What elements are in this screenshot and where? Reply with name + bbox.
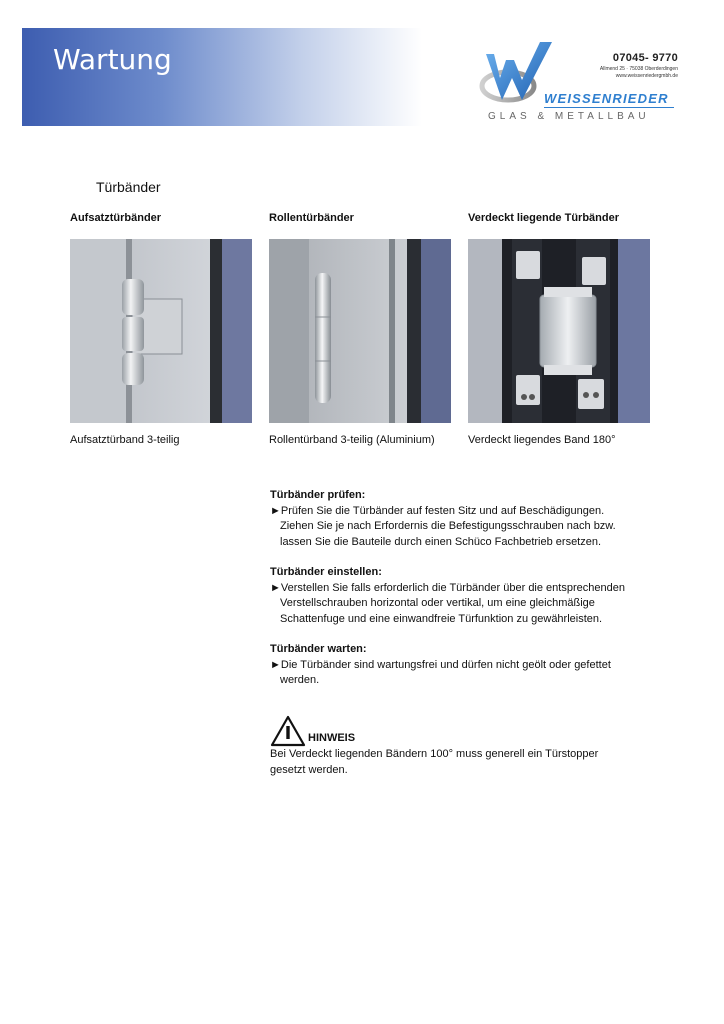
warning-triangle-icon [270, 715, 306, 747]
instruction-line: Schattenfuge und eine einwandfreie Türfunktion zu gewährleisten. [280, 612, 603, 625]
page-title: Wartung [53, 43, 172, 76]
notice-line: gesetzt werden. [270, 763, 348, 776]
notice-line: Bei Verdeckt liegenden Bändern 100° muss generell ein Türstopper [270, 748, 599, 760]
instruction-heading: Türbänder prüfen: [270, 489, 366, 501]
phone-number: 07045- 9770 [612, 52, 678, 64]
address: Allmend 25 · 75038 Oberderdingen [599, 66, 678, 72]
surface-hinge-photo [70, 239, 252, 423]
hinge-caption: Rollentürband 3-teilig (Aluminium) [269, 434, 435, 446]
instruction-line: Verstellschrauben horizontal oder vertikal, um eine gleichmäßige [280, 597, 595, 609]
instruction-check [270, 488, 690, 550]
instruction-line: ►Verstellen Sie falls erforderlich die Türbänder über die entsprechenden [270, 581, 625, 594]
instruction-line: ►Prüfen Sie die Türbänder auf festen Sitz und auf Beschädigungen. [270, 504, 605, 517]
instruction-line: lassen Sie die Bauteile durch einen Schüco Fachbetrieb ersetzen. [280, 535, 602, 548]
notice-label: HINWEIS [308, 731, 356, 744]
instruction-line: ►Die Türbänder sind wartungsfrei und dürfen nicht geölt oder gefettet [270, 658, 611, 671]
hinge-caption: Verdeckt liegendes Band 180° [468, 434, 616, 446]
instruction-adjust [270, 565, 690, 627]
instruction-line: werden. [280, 674, 320, 686]
hinge-type-surface [70, 212, 252, 446]
brand-name: WEISSENRIEDER [544, 91, 669, 106]
instruction-line: Ziehen Sie je nach Erfordernis die Befestigungsschrauben nach bzw. [280, 520, 616, 532]
hinge-type-concealed [468, 212, 650, 446]
hinge-heading: Aufsatztürbänder [70, 212, 162, 224]
notice-box [270, 713, 690, 778]
hinge-heading: Rollentürbänder [269, 212, 354, 224]
hinge-caption: Aufsatztürband 3-teilig [70, 434, 180, 446]
website: www.weissenriedergmbh.de [615, 73, 678, 79]
roller-hinge-photo [269, 239, 451, 423]
brand-underline [544, 107, 674, 108]
instruction-heading: Türbänder warten: [270, 643, 367, 655]
section-title: Türbänder [96, 179, 161, 195]
brand-tagline: GLAS & METALLBAU [488, 111, 650, 122]
instruction-heading: Türbänder einstellen: [270, 566, 382, 578]
hinge-heading: Verdeckt liegende Türbänder [468, 212, 619, 224]
header-banner [22, 28, 422, 126]
concealed-hinge-photo [468, 239, 650, 423]
company-logo [478, 38, 678, 128]
hinge-type-roller [269, 212, 451, 446]
instruction-maintain [270, 642, 690, 689]
